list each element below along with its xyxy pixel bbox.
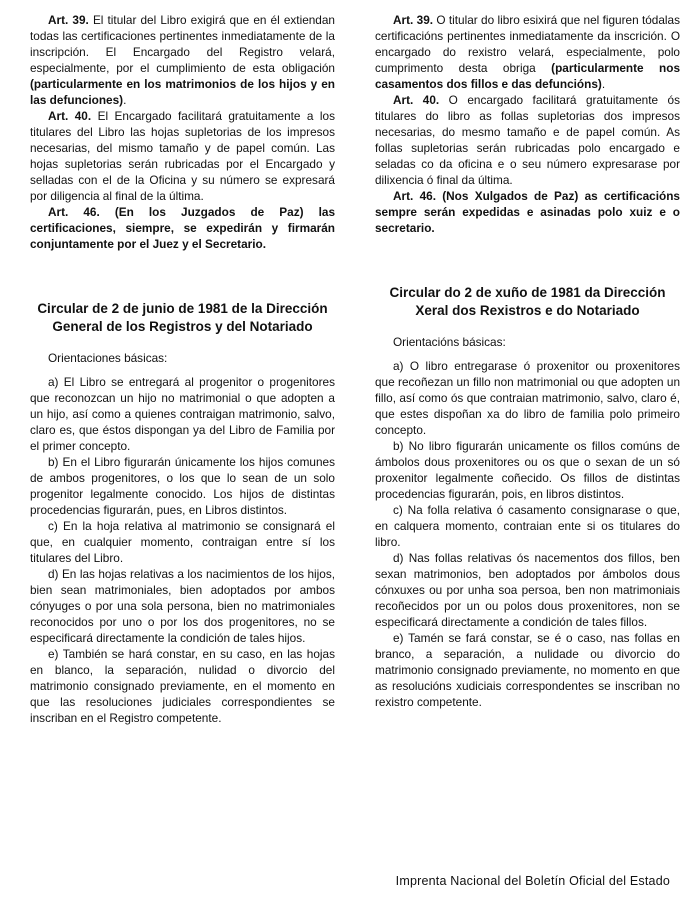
- publisher-footer: Imprenta Nacional del Boletín Oficial del Estado: [395, 874, 670, 888]
- article-label: Art. 39.: [48, 13, 89, 27]
- column-galician: [375, 12, 680, 710]
- circular-title: Circular do 2 de xuño de 1981 da Dirección Xeral dos Rexistros e do Notariado: [389, 285, 666, 318]
- article-bold-text: (particularmente nos casamentos dos fillos e das defuncións): [375, 61, 681, 91]
- article-label: Art. 40.: [48, 109, 92, 123]
- article-bold-text: (particularmente en los matrimonios de los hijos y en las defunciones): [30, 77, 335, 107]
- article-40: [30, 108, 335, 204]
- column-spanish: [30, 12, 335, 726]
- list-item: c) Na folla relativa ó casamento consignarase o que, en calquera momento, contraian ente si os titulares do libro.: [375, 503, 680, 549]
- article-39: [375, 12, 680, 92]
- article-40: [375, 92, 680, 188]
- orientations-heading: Orientacións básicas:: [393, 335, 506, 349]
- article-text: .: [123, 93, 127, 107]
- list-item: b) En el Libro figurarán únicamente los hijos comunes de ambos progenitores, o los que lo sean de un solo progenitor legalmente conocido. Los hijos de distintas procedencias figurarán, pues, en Libros distintos.: [30, 455, 335, 517]
- list-item: a) O libro entregarase ó proxenitor ou proxenitores que recoñezan un fillo non matrimonial ou que adopten un fillo, así como ós que contraian matrimonio, salvo, claro é, que estes dispoñan xa do libro de familia polo primeiro concepto.: [375, 359, 680, 437]
- article-bold-text: (Nos Xulgados de Paz) as certificacións sempre serán expedidas e asinadas polo xuiz e o secretario.: [375, 189, 680, 235]
- article-39: [30, 12, 335, 108]
- article-label: Art. 46.: [48, 205, 100, 219]
- list-item: e) Tamén se fará constar, se é o caso, nas follas en branco, a separación, a nulidade ou divorcio do matrimonio consignado previamente, no momento en que as resolucións xudiciais correspondentes se inscriban no rexistro competente.: [375, 631, 680, 709]
- article-label: Art. 40.: [393, 93, 440, 107]
- article-label: Art. 39.: [393, 13, 434, 27]
- circular-title: Circular de 2 de junio de 1981 de la Dirección General de los Registros y del Notariado: [37, 301, 328, 334]
- article-label: Art. 46.: [393, 189, 436, 203]
- article-46: [30, 204, 335, 252]
- list-item: d) En las hojas relativas a los nacimientos de los hijos, bien sean matrimoniales, bien adoptados por ambos cónyuges o por una sola persona, bien no matrimoniales reconocidos por uno o por los dos progenitores, no se especificará directamente la condición de tales hijos.: [30, 567, 335, 645]
- orientations-heading: Orientaciones básicas:: [48, 351, 168, 365]
- list-item: d) Nas follas relativas ós nacementos dos fillos, ben sexan matrimonios, ben adoptados por ámbolos dous cónxuxes ou por unha soa persoa, ben non matrimoniais recoñecidos por un ou polos dous proxenitores, non se especificará directamente a condición de tales fillos.: [375, 551, 680, 629]
- list-item: c) En la hoja relativa al matrimonio se consignará el que, en cualquier momento, contraigan entre sí los titulares del Libro.: [30, 519, 335, 565]
- article-text: El titular del Libro exigirá que en él extiendan todas las certificaciones pertinentes inmediatamente de la inscripción. El Encargado del Registro velará, especialmente, por el cumplimiento de esta obligación: [30, 13, 335, 75]
- article-bold-text: (En los Juzgados de Paz) las certificaciones, siempre, se expedirán y firmarán conjuntamente por el Juez y el Secretario.: [30, 205, 336, 251]
- list-item: b) No libro figurarán unicamente os fillos comúns de ámbolos dous proxenitores ou os que o sexan de un só proxenitor legalmente coñecido. Os fillos de distintas procedencias figurarán, pois, en libros distintos.: [375, 439, 680, 501]
- article-text: O encargado facilitará gratuitamente ós titulares do libro as follas supletorias dos impresos necesarias, do mesmo tamaño e de papel común. As follas supletorias serán rubricadas polo encargado e seladas co da oficina e o seu número expresarase por dilixencia ó final da última.: [375, 93, 681, 187]
- article-46: [375, 188, 680, 236]
- list-item: e) También se hará constar, en su caso, en las hojas en blanco, la separación, nulidad o divorcio del matrimonio consignado previamente, en el momento en que las resoluciones judiciales correspondientes se inscriban en el Registro competente.: [30, 647, 335, 725]
- article-text: .: [601, 77, 606, 91]
- article-text: El Encargado facilitará gratuitamente a los titulares del Libro las hojas supletorias de los impresos necesarias, del mismo tamaño y de papel común. Las hojas supletorias serán rubricadas por el Encargado y selladas con el de la Oficina y su número se expresará por diligencia al final de la última.: [30, 109, 335, 203]
- list-item: a) El Libro se entregará al progenitor o progenitores que reconozcan un hijo no matrimonial o que adopten a un hijo, así como a quienes contraigan matrimonio, salvo, claro es, que éstos dispongan ya del Libro de Familia por el primer concepto.: [30, 375, 335, 453]
- article-text: O titular do libro esixirá que nel figuren tódalas certificacións pertinentes inmediatamente da inscrición. O encargado do rexistro velará, especialmente, polo cumprimento desta obriga: [375, 13, 680, 75]
